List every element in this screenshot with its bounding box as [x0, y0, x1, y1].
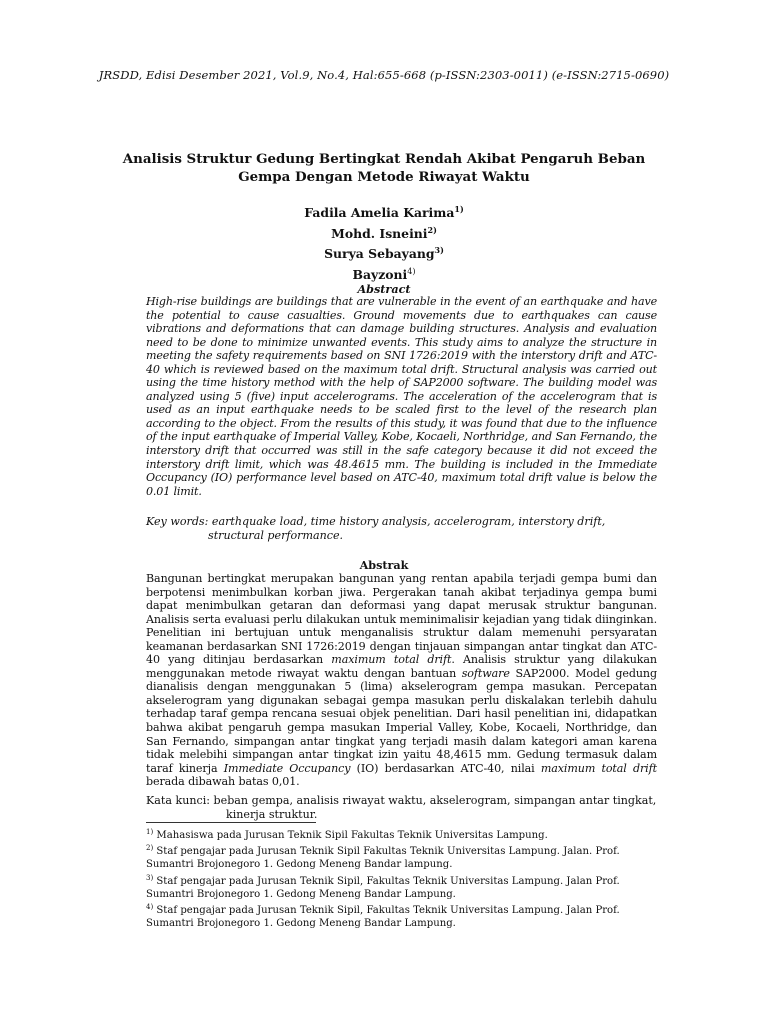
- abstract-heading: Abstract: [357, 282, 411, 296]
- author: Surya Sebayang$^{3)}$: [324, 245, 444, 261]
- abstrak-text: Bangunan bertingkat merupakan bangunan yang rentan apabila terjadi gempa bumi dan berpotensi menimbulkan korban jiwa. Pergerakan tanah akibat terjadinya gempa bumi dapat menimbulkan getaran dan deformasi yang dapat merusak struktur bangunan. Analisis serta evaluasi perlu dilakukan untuk meminimalisir kejadian yang tidak diinginkan. Penelitian ini bertujuan untuk menganalisis struktur dalam memenuhi persyaratan keamanan berdasarkan SNI 1726:2019 dengan tinjauan simpangan antar tingkat dan ATC-40 yang ditinjau berdasarkan maximum total drift. Analisis struktur yang dilakukan menggunakan metode riwayat waktu dengan bantuan software SAP2000. Model gedung dianalisis dengan menggunakan 5 (lima) akselerogram gempa masukan. Percepatan akselerogram yang digunakan sebagai gempa masukan perlu diskalakan terlebih dahulu terhadap taraf gempa rencana sesuai objek penelitian. Dari hasil penelitian ini, didapatkan bahwa akibat pengaruh gempa masukan Imperial Valley, Kobe, Kocaeli, Northridge, dan San Fernando, simpangan antar tingkat yang terjadi masih dalam kategori aman karena tidak melebihi simpangan antar tingkat izin yaitu 48,4615 mm. Gedung termasuk dalam taraf kinerja Immediate Occupancy (IO) berdasarkan ATC-40, nilai maximum total drift berada dibawah batas 0,01.: [146, 572, 657, 789]
- italic-term: software: [461, 666, 510, 680]
- title-line-1: Analisis Struktur Gedung Bertingkat Rendah Akibat Pengaruh Beban: [122, 151, 646, 167]
- italic-term: Immediate Occupancy: [223, 761, 351, 775]
- footnotes: [146, 826, 657, 930]
- author: Fadila Amelia Karima$^{1)}$: [304, 204, 464, 220]
- keywords-en: Key words: earthquake load, time history analysis, accelerogram, interstory drift, structural performance.: [146, 515, 606, 542]
- author-mark: 3): [434, 245, 444, 255]
- author: Bayzoni$^{4)}$: [352, 266, 416, 282]
- journal-header: JRSDD, Edisi Desember 2021, Vol.9, No.4, Hal:655-668 (p-ISSN:2303-0011) (e-ISSN:2715-0690): [98, 68, 670, 82]
- footnote-divider: [146, 822, 316, 823]
- italic-term: maximum total drift: [540, 761, 657, 775]
- abstrak-heading: Abstrak: [359, 558, 409, 572]
- paper-title: [120, 150, 648, 186]
- abstract-text: High-rise buildings are buildings that are vulnerable in the event of an earthquake and have the potential to cause casualties. Ground movements due to earthquakes can cause vibrations and deformations that can damage building structures. Analysis and evaluation need to be done to minimize unwanted events. This study aims to analyze the structure in meeting the safety requirements based on SNI 1726:2019 with the interstory drift and ATC-40 which is reviewed based on the maximum total drift. Structural analysis was carried out using the time history method with the help of SAP2000 software. The building model was analyzed using 5 (five) input accelerograms. The acceleration of the accelerogram that is used as an input earthquake needs to be scaled first to the level of the research plan according to the object. From the results of this study, it was found that due to the influence of the input earthquake of Imperial Valley, Kobe, Kocaeli, Northridge, and San Fernando, the interstory drift that occurred was still in the safe category because it did not exceed the interstory drift limit, which was 48.4615 mm. The building is included in the Immediate Occupancy (IO) performance level based on ATC-40, maximum total drift value is below the 0.01 limit.: [146, 295, 657, 498]
- footnote: $^{2)}$ Staf pengajar pada Jurusan Teknik Sipil Fakultas Teknik Universitas Lampung. Jalan. Prof. Sumantri Brojonegoro 1. Gedong Meneng Bandar lampung.: [146, 844, 620, 871]
- footnote: $^{4)}$ Staf pengajar pada Jurusan Teknik Sipil, Fakultas Teknik Universitas Lampung. Jalan Prof. Sumantri Brojonegoro 1. Gedong Meneng Bandar Lampung.: [146, 903, 620, 930]
- footnote: $^{1)}$ Mahasiswa pada Jurusan Teknik Sipil Fakultas Teknik Universitas Lampung.: [146, 828, 548, 841]
- title-line-2: Gempa Dengan Metode Riwayat Waktu: [238, 169, 530, 185]
- author: Mohd. Isneini$^{2)}$: [331, 224, 437, 241]
- author-mark: 2): [427, 224, 437, 235]
- footnote: $^{3)}$ Staf pengajar pada Jurusan Teknik Sipil, Fakultas Teknik Universitas Lampung. Jalan Prof. Sumantri Brojonegoro 1. Gedong Meneng Bandar Lampung.: [146, 873, 620, 900]
- italic-term: maximum total drift: [331, 653, 452, 667]
- keywords-id: Kata kunci: beban gempa, analisis riwayat waktu, akselerogram, simpangan antar tingkat, kinerja struktur.: [146, 794, 657, 821]
- author-mark: 1): [454, 204, 464, 214]
- author-list: [0, 201, 768, 283]
- author-mark: 4): [407, 266, 416, 276]
